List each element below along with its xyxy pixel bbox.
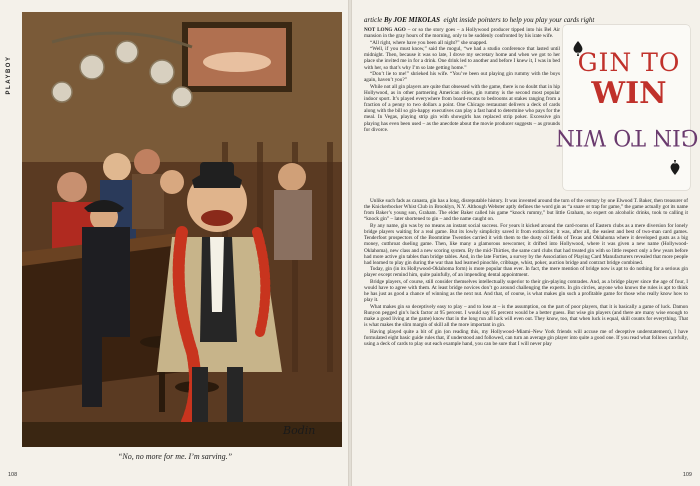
paragraph: Today, gin (in its Hollywood-Oklahoma form) is more popular than ever. In fact, the mere mention of bridge now is apt to do nothing for a serious gin player except remind him, quite painfully, of an impending dental appointment. — [364, 266, 688, 279]
magazine-name-vertical: PLAYBOY — [6, 55, 12, 95]
deck-label: article — [364, 16, 383, 24]
card-title-mirrored: GIN TO WIN — [555, 124, 699, 149]
paragraph: By any name, gin was by no means an instant social success. For years it kicked around the card-rooms of Eastern clubs as a mere diversion for lonely bridge players waiting for a real game. But its lowly simplicity saved it from extinction; it was, after all, the easiest and best of two-man card games. Tenderfoot prospectors of the Boomtime Twenties carried it with them to the dusty oil fields of Texas and Oklahoma where it developed gusts as a big money, cutthroat dueling game. Then, like many a glamorous newcomer, it drifted into Hollywood, where it was given a new name (Hollywood-Oklahoma), new class and a new scoring system. By the mid-Thirties, the same card clubs that had treated gin with so little respect only a few years before had more active gin tables than bridge tables. And, in the late Forties, a survey by the Association of Playing Card Manufacturers revealed that more people had learned to play gin during the war than had learned pinochle, cribbage, whist, poker, auction bridge and contract bridge combined. — [364, 222, 688, 266]
card-title-top: GIN TO — [577, 48, 681, 77]
article-body-column-narrow — [364, 27, 560, 133]
paragraph: What makes gin so deceptively easy to play – and to lose at – is the assumption, on the part of poor players, that it is basically a game of luck. Damon Runyon pegged gin’s luck factor at 95 percent. I would say 85 percent would be a better guess. But wise gin players (and there are many wise enough to make a good living at the game) know that in the long run all luck will even out. They know, too, that when luck is equal, skill counts for everything. That is what makes the slim margin of skill all the more important in gin. — [364, 303, 688, 329]
paragraph: NOT LONG AGO – or so the story goes – a Hollywood producer tipped into his Bel Air mansion in the gray hours of the morning, only to be suddenly confronted by his irate wife. — [364, 27, 561, 40]
byline: By JOE MIKOLAS — [384, 16, 441, 24]
paragraph: Having played quite a bit of gin (on reading this, my Hollywood–Miami–New York friends will accuse me of deceptive understatement), I have formulated eight basic guide rules that, if understood and followed, can turn an average gin player into quite a good one. If you read what follows carefully, using a deck of cards to play out each example hand, you can be sure that I will never play — [364, 328, 688, 348]
lead-in: NOT LONG AGO — [364, 27, 406, 33]
article-body-column-wide — [364, 198, 688, 348]
artist-signature: Bodin — [283, 424, 316, 437]
page-number-right: 109 — [682, 472, 692, 478]
page-number-left: 108 — [8, 472, 18, 478]
saloon-illustration — [22, 12, 342, 447]
spade-icon — [671, 160, 680, 175]
paragraph: “Don’t lie to me!” shrieked his wife. “You’ve been out playing gin rummy with the boys again, haven’t you?” — [364, 70, 560, 84]
right-page — [352, 0, 700, 486]
gin-to-win-playing-card — [555, 25, 699, 190]
paragraph: “All right, where have you been all night?” she snapped. — [370, 39, 488, 46]
illustration-caption: “No, no more for me. I’m sarving.” — [117, 452, 233, 461]
paragraph: Bridge players, of course, still consider themselves intellectually superior to their gin-playing comrades. And, as a bridge player since the age of four, I would have to agree with them. At least bridge novices don’t go around challenging the experts. In gin circles, anyone who knows the rules is apt to think he has just as good a chance of winning as the next nut. And that, of course, is what makes gin such a profitable game for those who really know how to play it. — [364, 278, 688, 304]
paragraph: “Well, if you must know,” said the mogul, “we had a studio conference that lasted until midnight. Then, because it was so late, I drove my secretary home and when we got to her place she invited me in for a drink. One drink led to another and before I knew it, I was in bed with her, so that’s why I’m so late getting home.” — [364, 46, 560, 71]
deck-subtitle: eight inside pointers to help you play your cards right — [443, 16, 595, 24]
paragraph: Unlike such fads as canasta, gin has a long, disreputable history. It was invented around the turn of the century by one Elwood T. Baker, then treasurer of the Knickerbocker Whist Club in Brooklyn, N.Y. Although Webster aptly defines the word gin as “a snare or trap for game,” the game actually got its name from Baker’s young son, Graham. The elder Baker called his game “knock rummy,” but little Graham, no expert on alcoholic drinks, took to calling it “knock gin” – later shortened to gin – and the name caught on. — [364, 198, 688, 223]
paragraph: While not all gin players are quite that obsessed with the game, there is no doubt that in hip Hollywood, as in other partnering American cities, gin rummy is the second most popular indoor sport. It’s played everywhere from board-rooms to bedrooms at stakes ranging from a fraction of a penny to two dollars a point. One Chicago restaurant delivers a deck of cards along with the bill so gin-happy executives can play a fast hand to determine who pays for the meal. In Vegas, playing strip gin with showgirls has replaced strip poker. Excessive gin playing has even been used – as the anecdote about the movie producer suggests – as grounds for divorce. — [364, 83, 560, 133]
card-title-win: WIN — [591, 76, 667, 111]
article-deck — [364, 16, 689, 24]
